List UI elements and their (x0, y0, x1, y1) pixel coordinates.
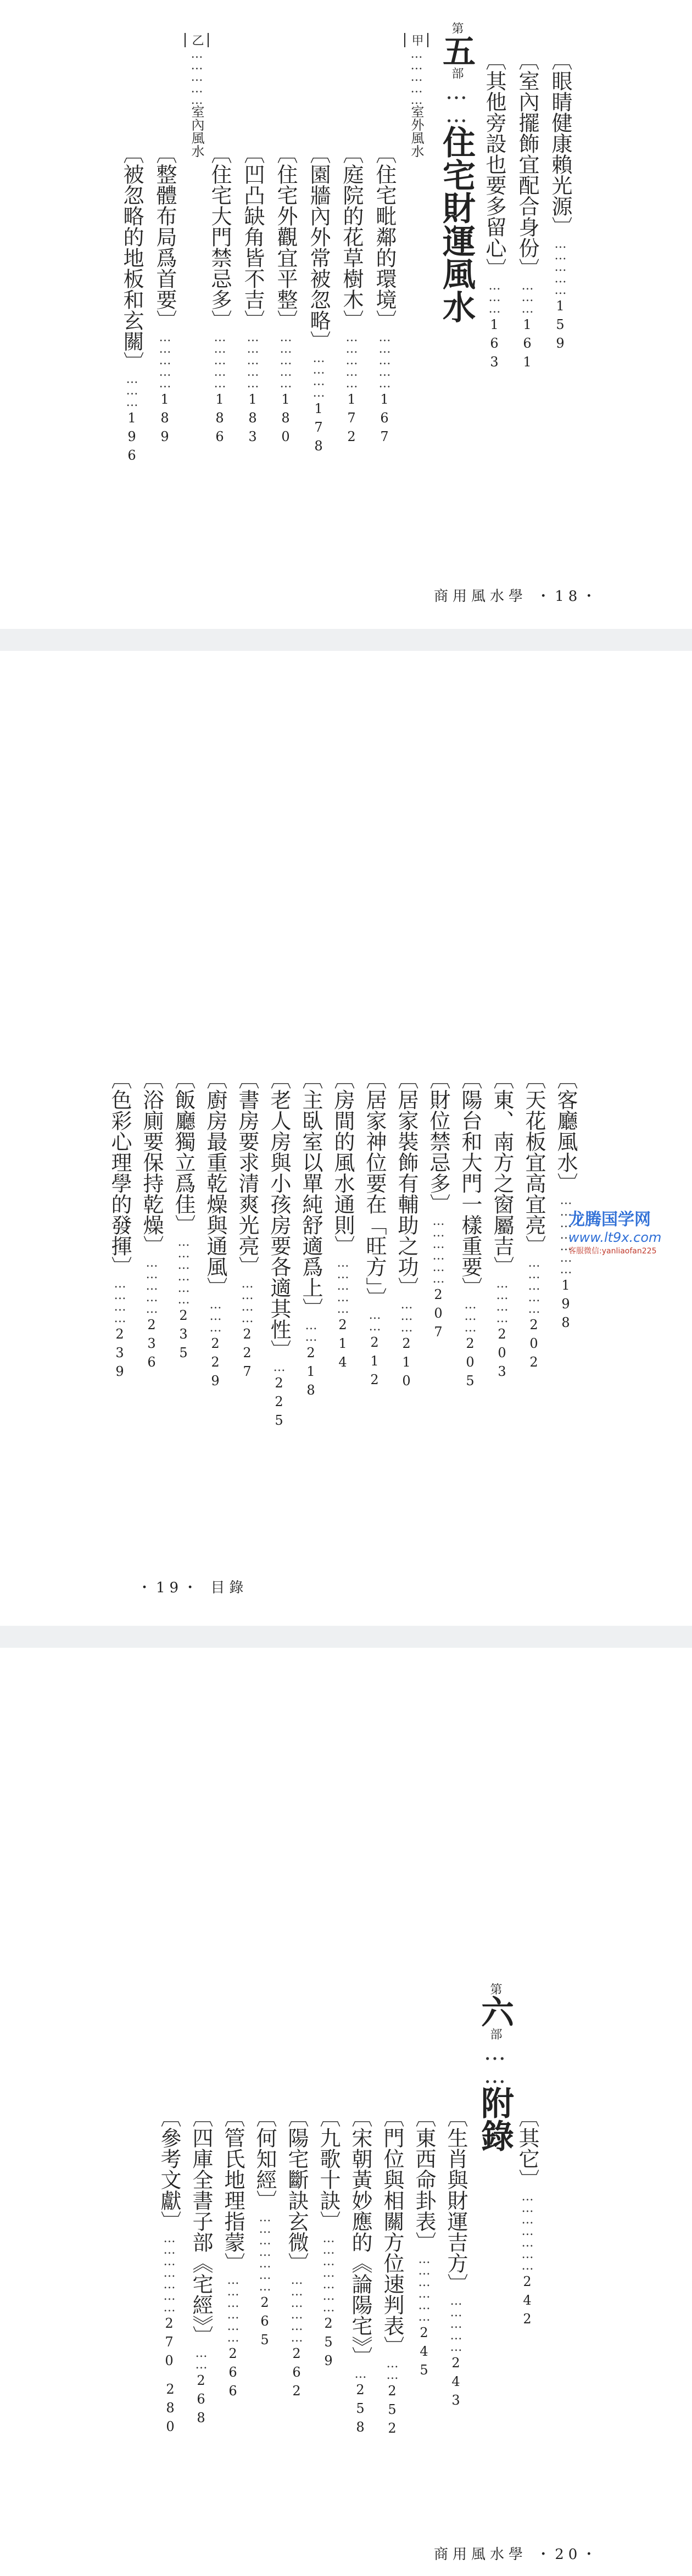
toc-entry[interactable]: 〔住宅毗鄰的環境〕 …………… 167 (372, 143, 397, 448)
part-title: 住宅財運風水 (437, 125, 476, 323)
toc-page-18 (0, 0, 692, 629)
part-number: 五 (437, 34, 476, 67)
toc-entry[interactable]: 〔何知經〕 ………………… 265 (253, 2106, 277, 2351)
toc-entry[interactable]: 〔宋朝黃妙應的《論陽宅》〕 … 258 (348, 2106, 372, 2438)
toc-entry[interactable]: 〔門位與相關方位速判表〕 …… 252 (380, 2106, 404, 2439)
page-number: 210 (399, 1336, 414, 1392)
page-number: 265 (257, 2295, 272, 2351)
toc-entry[interactable]: 〔飯廳獨立爲佳〕 ……………… 235 (171, 1068, 196, 1364)
page-number: 186 (212, 392, 227, 448)
watermark (568, 1206, 689, 1256)
page-footer: ・19・ 目錄 (137, 1580, 248, 1596)
toc-entry[interactable]: 〔室內擺飾宜配合身份〕 ……… 161 (515, 49, 539, 373)
page-number: 214 (335, 1317, 350, 1373)
page-number: 198 (558, 1278, 573, 1334)
section-title: 室內風水 (189, 105, 204, 158)
toc-entry[interactable]: 〔東西命卦表〕 ……………… 245 (412, 2106, 436, 2381)
toc-entry[interactable]: 〔被忽略的地板和玄關〕 ……… 196 (120, 143, 144, 466)
toc-entry[interactable]: 〔整體布局爲首要〕 …………… 189 (153, 143, 177, 448)
page-number: 227 (239, 1326, 255, 1382)
page-footer: 商用風水學 ・18・ (434, 588, 601, 605)
page-number: 207 (431, 1287, 446, 1343)
page-number: 212 (367, 1335, 382, 1391)
page-number: 242 (520, 2274, 535, 2330)
toc-entry[interactable]: 〔色彩心理學的發揮〕 ………… 239 (108, 1068, 132, 1382)
page-number: 239 (112, 1326, 127, 1382)
page-number: 189 (157, 392, 172, 448)
toc-entry[interactable]: 〔書房要求清爽光亮〕 ………… 227 (235, 1068, 259, 1382)
page-number: 218 (303, 1345, 319, 1401)
section-label: 乙 (185, 33, 209, 47)
page-number: 236 (144, 1317, 159, 1373)
toc-entry[interactable]: 〔眼睛健康賴光源〕 …………… 159 (548, 49, 572, 354)
part-prefix: 第 (488, 1983, 502, 1995)
toc-entry[interactable]: 〔凹凸缺角皆不吉〕 …………… 183 (241, 143, 265, 448)
page-number: 266 (225, 2346, 241, 2402)
toc-entry[interactable]: 〔其他旁設也要多留心〕 ……… 163 (482, 49, 506, 373)
page-number: 180 (278, 392, 293, 448)
page-number: 196 (124, 410, 139, 466)
section-title: 室外風水 (409, 105, 424, 158)
page-number: 167 (377, 392, 392, 448)
page-number: 183 (245, 392, 260, 448)
page-number: 258 (353, 2382, 368, 2438)
toc-entry[interactable]: 〔管氏地理指蒙〕 ……………… 266 (221, 2106, 245, 2402)
watermark-url[interactable]: www.lt9x.com (568, 1230, 662, 1245)
part-prefix: 第 (450, 22, 464, 34)
toc-entry[interactable]: 〔財位禁忌多〕 ……………… 207 (426, 1068, 450, 1343)
toc-entry[interactable]: 〔四庫全書子部《宅經》〕 …… 268 (189, 2106, 213, 2429)
toc-entry[interactable]: 〔生肖與財運吉方〕 …………… 243 (444, 2106, 468, 2411)
toc-entry[interactable]: 〔客廳風水〕 ………………… 198 (554, 1068, 578, 1334)
page-number: 161 (520, 317, 535, 373)
part-suffix: 部 (488, 2028, 502, 2040)
toc-entry[interactable]: 〔主臥室以單純舒適爲上〕 …… 218 (299, 1068, 323, 1401)
toc-entry[interactable]: 〔住宅外觀宜平整〕 …………… 180 (274, 143, 298, 448)
page-number: 270 (161, 2316, 177, 2372)
page-separator (0, 1626, 692, 1648)
toc-entry[interactable]: 〔陽台和大門一樣重要〕 ……… 205 (458, 1068, 482, 1392)
toc-entry[interactable]: 〔廚房最重乾燥與通風〕 ……… 229 (203, 1068, 227, 1392)
page-number: 202 (526, 1317, 542, 1373)
toc-entry[interactable]: 〔參考文獻〕 ………………… 270 (157, 2106, 181, 2372)
page-number: 235 (176, 1308, 191, 1364)
toc-entry[interactable]: 〔住宅大門禁忌多〕 …………… 186 (208, 143, 232, 448)
section-heading: 乙 …………… 室內風水 (185, 33, 209, 158)
page-number: 252 (384, 2383, 400, 2439)
page-separator (0, 629, 692, 651)
part-heading: 第 六 部 …… 附錄 (476, 1983, 514, 2152)
toc-entry[interactable]: 〔陽宅斷訣玄微〕 ……………… 262 (284, 2106, 309, 2402)
toc-entry[interactable]: 〔天花板宜高宜亮〕 …………… 202 (522, 1068, 546, 1373)
section-label: 甲 (404, 33, 428, 47)
toc-entry[interactable]: 〔居家神位要在「旺方」〕 …… 212 (362, 1068, 387, 1391)
toc-entry[interactable]: 〔九歌十訣〕 ………………… 259 (316, 2106, 341, 2372)
page-number: 163 (487, 317, 502, 373)
toc-page-19 (0, 651, 692, 1626)
toc-entry[interactable]: 〔浴廁要保持乾燥〕 …………… 236 (139, 1068, 164, 1373)
page-number: 243 (448, 2355, 464, 2411)
toc-page-20 (0, 1648, 692, 2576)
page-number: 262 (289, 2346, 304, 2402)
page-number: 172 (344, 392, 359, 448)
part-suffix: 部 (450, 67, 464, 79)
watermark-title: 龙腾国学网 (568, 1210, 651, 1229)
page-number: 280 (163, 2382, 178, 2438)
part-title: 附錄 (476, 2086, 514, 2152)
page-number: 245 (416, 2325, 432, 2381)
part-heading: 第 五 部 …… 住宅財運風水 (437, 22, 476, 323)
page-number: 229 (208, 1336, 223, 1392)
toc-entry[interactable]: 〔園牆內外常被忽略〕 ………… 178 (306, 143, 331, 457)
section-heading: 甲 …………… 室外風水 (404, 33, 428, 158)
page-number: 159 (553, 298, 568, 354)
toc-entry[interactable]: 〔其它〕 ………………… 242 (515, 2106, 539, 2330)
page-number: 178 (311, 401, 326, 457)
page-number: 225 (271, 1375, 287, 1431)
toc-entry[interactable]: 〔房間的風水通則〕 …………… 214 (331, 1068, 355, 1373)
page-number: 203 (494, 1326, 510, 1382)
toc-entry[interactable]: 〔庭院的花草樹木〕 …………… 172 (339, 143, 364, 448)
page-number: 268 (193, 2373, 209, 2429)
part-number: 六 (476, 1995, 514, 2028)
toc-entry[interactable]: 〔老人房與小孩房要各適其性〕 … 225 (267, 1068, 291, 1431)
toc-entry[interactable]: 〔居家裝飾有輔助之功〕 ……… 210 (394, 1068, 418, 1392)
page-number: 205 (462, 1336, 478, 1392)
watermark-note: 客服微信:yanliaofan225 (568, 1247, 657, 1256)
toc-entry[interactable]: 〔東、南方之窗屬吉〕 ………… 203 (490, 1068, 514, 1382)
page-footer: 商用風水學 ・20・ (434, 2546, 601, 2563)
page-number: 259 (321, 2316, 336, 2372)
